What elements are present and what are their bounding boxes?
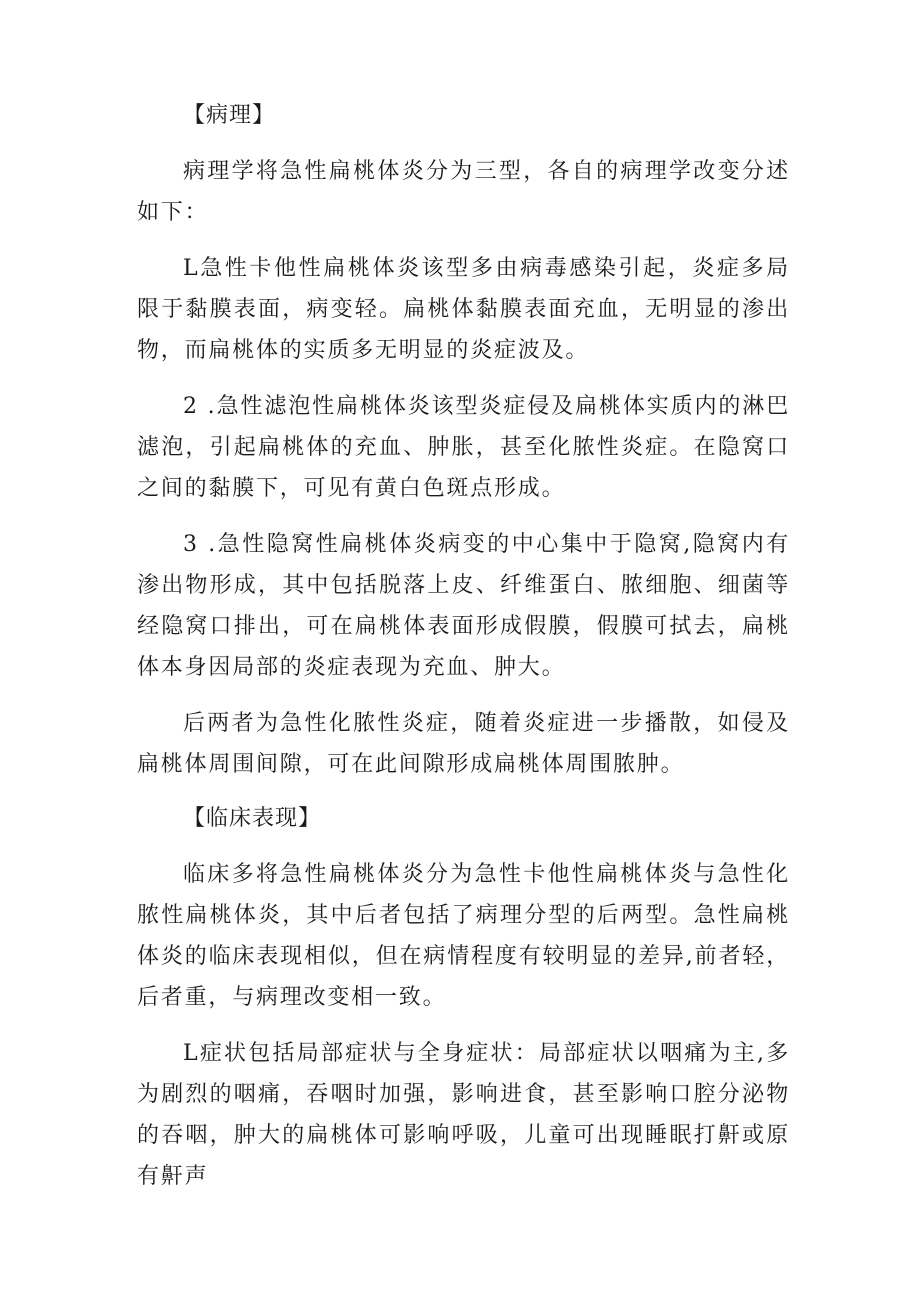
paragraph-clinical: 临床多将急性扁桃体炎分为急性卡他性扁桃体炎与急性化脓性扁桃体炎，其中后者包括了病理分型的后两型。急性扁桃体炎的临床表现相似，但在病情程度有较明显的差异,前者轻，后者重，与病理改变相一致。	[137, 862, 790, 1010]
document-body	[137, 95, 790, 1212]
paragraph-type-1: L急性卡他性扁桃体炎该型多由病毒感染引起，炎症多局限于黏膜表面，病变轻。扁桃体黏膜表面充血，无明显的渗出物，而扁桃体的实质多无明显的炎症波及。	[137, 256, 790, 363]
paragraph-type-2: 2 .急性滤泡性扁桃体炎该型炎症侵及扁桃体实质内的淋巴滤泡，引起扁桃体的充血、肿胀，甚至化脓性炎症。在隐窝口之间的黏膜下，可见有黄白色斑点形成。	[137, 394, 790, 501]
paragraph-type-3: 3 .急性隐窝性扁桃体炎病变的中心集中于隐窝,隐窝内有渗出物形成，其中包括脱落上皮、纤维蛋白、脓细胞、细菌等经隐窝口排出，可在扁桃体表面形成假膜，假膜可拭去，扁桃体本身因局部的炎症表现为充血、肿大。	[137, 532, 790, 680]
section-heading-clinical: 【临床表现】	[183, 806, 322, 831]
section-heading-pathology: 【病理】	[183, 103, 276, 128]
paragraph-intro: 病理学将急性扁桃体炎分为三型，各自的病理学改变分述如下：	[137, 159, 790, 225]
paragraph-symptoms: L症状包括局部症状与全身症状：局部症状以咽痛为主,多为剧烈的咽痛，吞咽时加强，影响进食，甚至影响口腔分泌物的吞咽，肿大的扁桃体可影响呼吸，儿童可出现睡眠打鼾或原有鼾声	[137, 1041, 790, 1189]
paragraph-latter-two: 后两者为急性化脓性炎症，随着炎症进一步播散，如侵及扁桃体周围间隙，可在此间隙形成扁桃体周围脓肿。	[137, 711, 790, 777]
